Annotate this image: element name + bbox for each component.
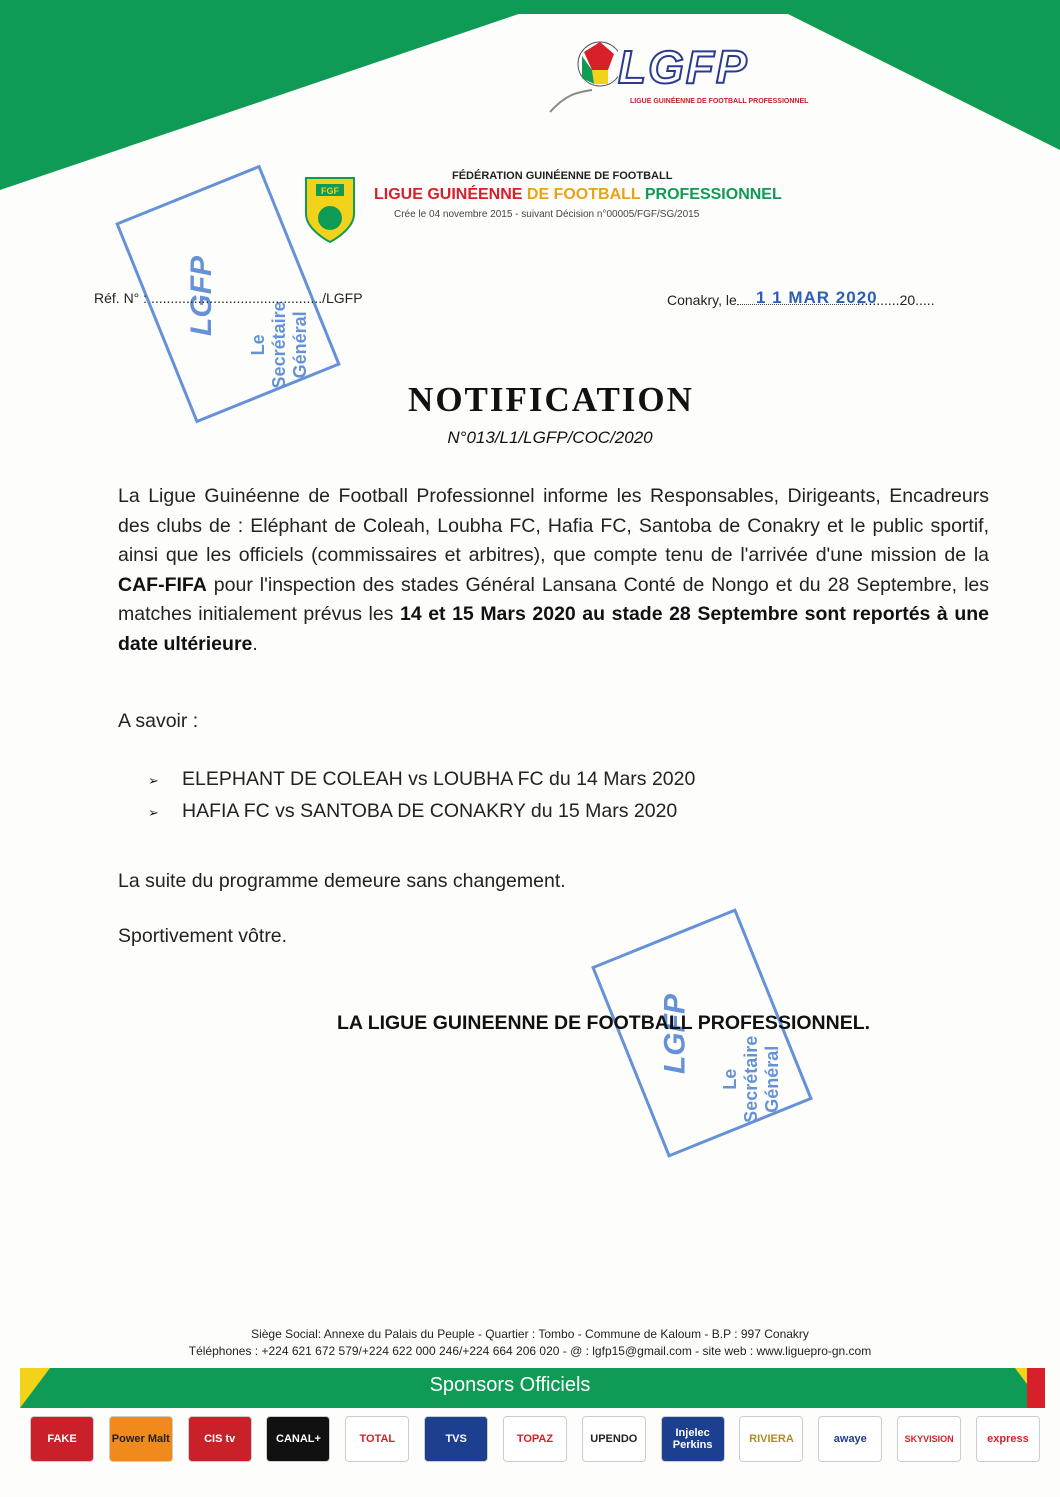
- stamp-line1: Le: [247, 334, 268, 356]
- fgf-badge-text: FGF: [321, 186, 339, 196]
- match-1: ELEPHANT DE COLEAH vs LOUBHA FC du 14 Mars 2020: [182, 768, 696, 790]
- logo-text: LGFP: [618, 41, 749, 93]
- page-title: NOTIFICATION: [408, 380, 694, 419]
- sponsor-logo: express: [976, 1416, 1040, 1462]
- sponsor-logo: CIS tv: [188, 1416, 252, 1462]
- body-text-c: pour l'inspection des stades Général Lansana Conté de Nongo et du 28 Septembre, les matches initialement prévus les: [118, 573, 989, 625]
- sponsor-logo: TOTAL: [345, 1416, 409, 1462]
- stamp-logo: LGFP: [658, 994, 692, 1075]
- stamp-logo: LGFP: [184, 255, 218, 336]
- logo-subtitle: LIGUE GUINÉENNE DE FOOTBALL PROFESSIONNEL: [630, 98, 809, 105]
- stamp-line1: Le: [719, 1068, 740, 1090]
- sponsor-logo: TVS: [424, 1416, 488, 1462]
- program-note: La suite du programme demeure sans changement.: [118, 870, 566, 892]
- creation-note: Crée le 04 novembre 2015 - suivant Décision n°00005/FGF/SG/2015: [394, 209, 700, 220]
- header-green-triangle-left: [0, 0, 560, 190]
- ligue-name-part1: LIGUE GUINÉENNE: [374, 186, 523, 203]
- ligue-name-part2: DE FOOTBALL: [522, 186, 641, 203]
- body-text-a: La Ligue Guinéenne de Football Professionnel informe les Responsables, Dirigeants, Encadreurs des clubs de : Eléphant de Coleah, Loubha FC, Hafia FC, Santoba de Conakry et le public sportif, ainsi que les officiels (commissaires et arbitres), que compte tenu de l'arrivée d'une mission de la: [118, 485, 989, 566]
- sponsors-band-red: [1027, 1368, 1045, 1408]
- list-item: [148, 764, 695, 796]
- list-item: [148, 796, 695, 828]
- sponsor-logo: UPENDO: [582, 1416, 646, 1462]
- bullet-arrow-icon: ➢: [148, 773, 159, 788]
- body-text-dates: 14 et 15 Mars 2020 au stade 28 Septembre sont reportés à une date ultérieure: [118, 603, 989, 655]
- date-prefix: Conakry, le: [667, 292, 737, 308]
- date-stamp: 1 1 MAR 2020: [756, 288, 878, 307]
- sponsors-title: Sponsors Officiels: [429, 1374, 591, 1396]
- footer-address: Siège Social: Annexe du Palais du Peuple - Quartier : Tombo - Commune de Kaloum - B.P : 997 Conakry: [251, 1327, 809, 1341]
- ligue-name-part3: PROFESSIONNEL: [640, 186, 782, 203]
- savoir-label: A savoir :: [118, 710, 199, 732]
- stamp-line3: Général: [761, 1045, 782, 1113]
- fgf-badge-icon: [302, 174, 358, 246]
- body-text-caf: CAF-FIFA: [118, 573, 207, 596]
- stamp-line2: Secrétaire: [268, 301, 289, 389]
- bullet-arrow-icon: ➢: [148, 805, 159, 820]
- closing: Sportivement vôtre.: [118, 925, 288, 947]
- match-2: HAFIA FC vs SANTOBA DE CONAKRY du 15 Mars 2020: [182, 800, 678, 822]
- stamp-line2: Secrétaire: [740, 1035, 761, 1123]
- reference-number: Réf. N° : ............................................/LGFP: [94, 290, 363, 306]
- match-list: [148, 764, 695, 828]
- football-icon: [548, 34, 618, 114]
- footer-contacts: Téléphones : +224 621 672 579/+224 622 000 246/+224 664 206 020 - @ : lgfp15@gmail.com - site web : www.liguepro-gn.com: [188, 1344, 872, 1358]
- date-suffix: ...........20.....: [856, 292, 935, 308]
- ligue-name: [374, 186, 782, 204]
- stamp-text: [720, 1036, 783, 1123]
- stamp-line3: Général: [289, 311, 310, 379]
- body-text-end: .: [252, 632, 258, 655]
- sponsor-logo: FAKE: [30, 1416, 94, 1462]
- lgfp-logo: [548, 34, 809, 124]
- sponsor-logo: awaye: [818, 1416, 882, 1462]
- sponsor-logo: SKYVISION: [897, 1416, 961, 1462]
- sponsor-logo: CANAL+: [266, 1416, 330, 1462]
- sponsor-logo: Power Malt: [109, 1416, 173, 1462]
- notification-number: N°013/L1/LGFP/COC/2020: [447, 428, 653, 447]
- sponsor-logo: TOPAZ: [503, 1416, 567, 1462]
- signature: LA LIGUE GUINEENNE DE FOOTBALL PROFESSIONNEL.: [337, 1012, 871, 1034]
- sponsor-logo: Injelec Perkins: [661, 1416, 725, 1462]
- federation-name: FÉDÉRATION GUINÉENNE DE FOOTBALL: [452, 170, 673, 182]
- stamp-text: [248, 301, 311, 388]
- notification-body: [118, 482, 989, 659]
- sponsor-logo: RIVIERA: [739, 1416, 803, 1462]
- header-green-triangle-right: [760, 0, 1060, 150]
- sponsors-row: [30, 1416, 1040, 1464]
